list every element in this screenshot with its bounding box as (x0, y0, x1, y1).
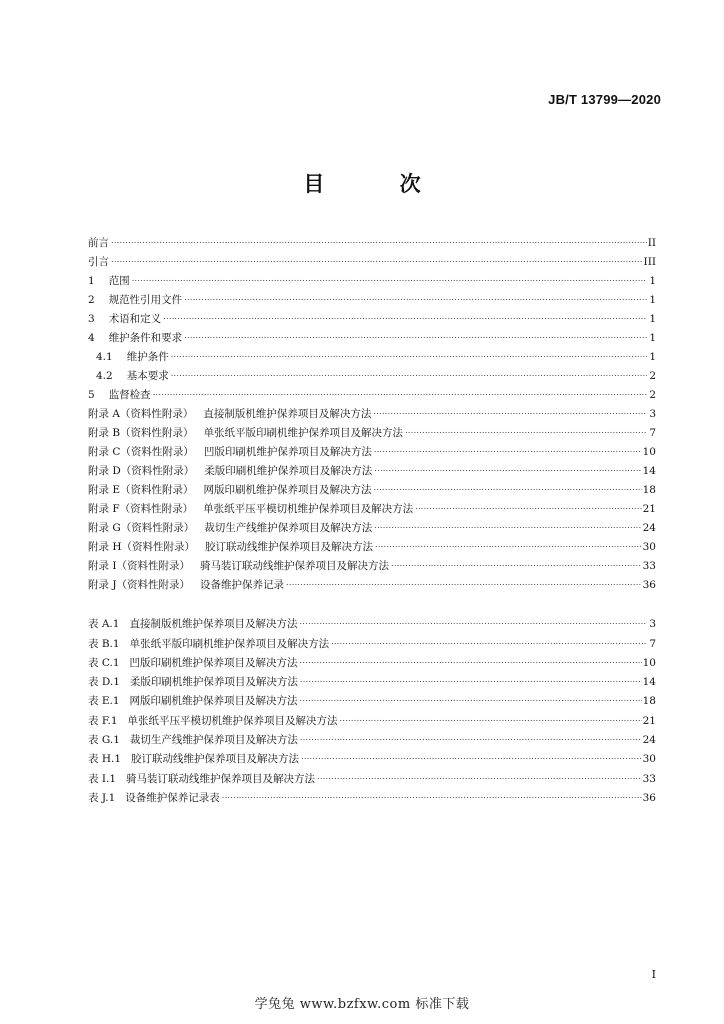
toc-leader-dots (300, 656, 642, 670)
toc-entry[interactable] (88, 307, 656, 326)
toc-entry-label (88, 521, 372, 535)
toc-entry-number: 附录 H（资料性附录） (88, 541, 195, 553)
toc-entry-number: 附录 A（资料性附录） (88, 408, 194, 420)
toc-entry-title: 骑马装订联动线维护保养项目及解决方法 (200, 560, 389, 572)
toc-entry-label (88, 445, 372, 459)
toc-page-number: 14 (642, 676, 656, 689)
toc-tables-list (88, 612, 656, 805)
page-folio: I (651, 968, 656, 981)
toc-page-number: 30 (642, 541, 656, 553)
toc-entry-label (88, 752, 299, 766)
toc-entry-number: 附录 B（资料性附录） (88, 427, 194, 439)
toc-entry[interactable] (88, 516, 656, 535)
toc-page-number: II (647, 237, 656, 249)
toc-page-number: 7 (649, 427, 656, 439)
toc-leader-dots (391, 559, 642, 573)
toc-leader-dots (405, 426, 647, 440)
toc-leader-dots (153, 388, 647, 402)
toc-leader-dots (300, 733, 642, 747)
toc-leader-dots (375, 540, 642, 554)
toc-entry-number: 表 D.1 (88, 676, 120, 689)
toc-entry-number: 表 B.1 (88, 637, 120, 650)
toc-page-number: 3 (649, 408, 656, 420)
toc-leader-dots (299, 617, 647, 631)
toc-entry-number: 表 G.1 (88, 734, 120, 747)
toc-entry-label (88, 578, 284, 592)
toc-entry-title: 柔版印刷机维护保养项目及解决方法 (204, 465, 373, 477)
toc-leader-dots (374, 483, 642, 497)
toc-page-number: 2 (649, 389, 656, 401)
toc-table-entry[interactable] (88, 728, 656, 747)
toc-leader-dots (132, 274, 647, 288)
toc-leader-dots (171, 350, 647, 364)
toc-leader-dots (222, 791, 642, 805)
toc-leader-dots (300, 675, 642, 689)
toc-entry[interactable] (88, 440, 656, 459)
toc-table-entry[interactable] (88, 708, 656, 727)
toc-page-number: 10 (642, 446, 656, 458)
toc-entry-title: 单张纸平版印刷机维护保养项目及解决方法 (129, 637, 330, 650)
toc-entry-number: 附录 D（资料性附录） (88, 465, 195, 477)
toc-entry[interactable] (88, 250, 656, 269)
toc-page-number: 36 (642, 579, 656, 591)
toc-entry-number: 表 J.1 (88, 791, 116, 804)
toc-entry-title: 裁切生产线维护保养项目及解决方法 (129, 734, 298, 747)
toc-entry-title: 单张纸平版印刷机维护保养项目及解决方法 (203, 427, 404, 439)
toc-entry-label (88, 675, 298, 689)
toc-entry[interactable] (88, 459, 656, 478)
toc-entry-label (88, 388, 151, 402)
toc-table-entry[interactable] (88, 786, 656, 805)
toc-page-number: 18 (642, 484, 656, 496)
toc-entry-title: 基本要求 (126, 370, 169, 382)
toc-entry-label (88, 637, 329, 651)
toc-entry-number: 附录 E（资料性附录） (88, 484, 194, 496)
toc-entry-label (88, 312, 161, 326)
toc-page-number: 2 (649, 370, 656, 382)
toc-page-number: III (643, 256, 656, 268)
toc-leader-dots (331, 637, 647, 651)
toc-entry-number: 附录 G（资料性附录） (88, 522, 195, 534)
toc-entry-title: 设备维护保养记录 (200, 579, 285, 591)
toc-entry-title: 凹版印刷机维护保养项目及解决方法 (203, 446, 372, 458)
toc-entry-title: 凹版印刷机维护保养项目及解决方法 (129, 656, 298, 669)
page-title: 目 次 (303, 172, 455, 196)
toc-entry-number: 表 A.1 (88, 618, 120, 631)
toc-entry-label (88, 559, 389, 573)
toc-leader-dots (374, 445, 642, 459)
toc-entry-title: 直接制版机维护保养项目及解决方法 (129, 618, 298, 631)
toc-leader-dots (163, 312, 647, 326)
toc-entry-title: 前言 (88, 237, 109, 249)
toc-entry[interactable] (88, 497, 656, 516)
toc-entry[interactable] (88, 288, 656, 307)
toc-entry-label (88, 331, 182, 345)
toc-entry-number: 附录 C（资料性附录） (88, 446, 194, 458)
toc-page-number: 18 (642, 695, 656, 708)
toc-entry-title: 设备维护保养记录表 (125, 791, 220, 804)
toc-entry-number: 表 C.1 (88, 656, 120, 669)
toc-entry[interactable] (88, 326, 656, 345)
toc-table-entry[interactable] (88, 631, 656, 650)
toc-table-entry[interactable] (88, 689, 656, 708)
toc-leader-dots (184, 331, 647, 345)
toc-entry-label (88, 255, 109, 269)
toc-entry-title: 术语和定义 (108, 313, 162, 325)
toc-page-number: 3 (649, 618, 656, 631)
toc-page-number: 1 (649, 275, 656, 287)
toc-entry-label (88, 236, 109, 250)
toc-entry-number: 1 (88, 275, 95, 287)
toc-table-entry[interactable] (88, 612, 656, 631)
toc-entry-label (88, 426, 403, 440)
toc-leader-dots (301, 752, 642, 766)
toc-entry-label (88, 293, 182, 307)
standard-number: JB/T 13799—2020 (548, 92, 661, 107)
toc-table-entry[interactable] (88, 670, 656, 689)
toc-entry-number: 附录 I（资料性附录） (88, 560, 190, 572)
toc-entry[interactable] (88, 345, 656, 364)
toc-entry-title: 规范性引用文件 (108, 294, 183, 306)
toc-entry-number: 表 E.1 (88, 695, 120, 708)
toc-leader-dots (317, 772, 642, 786)
toc-page-number: 1 (649, 351, 656, 363)
toc-entry[interactable] (88, 402, 656, 421)
toc-leader-dots (111, 236, 647, 250)
toc-page-number: 10 (642, 656, 656, 669)
toc-page-number: 21 (642, 714, 656, 727)
toc-page-number: 14 (642, 465, 656, 477)
toc-entry-title: 单张纸平压平模切机维护保养项目及解决方法 (127, 714, 338, 727)
toc-entry-label (88, 407, 371, 421)
toc-main-list (88, 231, 656, 592)
toc-entry-label (88, 714, 338, 728)
toc-entry-title: 裁切生产线维护保养项目及解决方法 (204, 522, 373, 534)
toc-entry-number: 4.1 (96, 351, 113, 363)
toc-leader-dots (415, 502, 642, 516)
toc-entry[interactable] (88, 478, 656, 497)
toc-entry-title: 胶订联动线维护保养项目及解决方法 (205, 541, 373, 553)
toc-entry[interactable] (88, 364, 656, 383)
watermark-text: 学兔兔 www.bzfxw.com 标准下载 (254, 997, 470, 1012)
toc-entry-label (88, 772, 315, 786)
toc-entry[interactable] (88, 383, 656, 402)
toc-leader-dots (373, 407, 647, 421)
toc-entry-label (88, 617, 297, 631)
toc-page-number: 1 (649, 294, 656, 306)
toc-entry[interactable] (88, 535, 656, 554)
toc-leader-dots (171, 369, 647, 383)
toc-entry-number: 附录 F（资料性附录） (88, 503, 194, 515)
toc-entry-title: 直接制版机维护保养项目及解决方法 (203, 408, 372, 420)
toc-entry-title: 网版印刷机维护保养项目及解决方法 (129, 695, 298, 708)
toc-entry-number: 2 (88, 294, 95, 306)
toc-page-number: 24 (642, 522, 656, 534)
toc-entry-title: 维护条件 (126, 351, 169, 363)
toc-entry-title: 胶订联动线维护保养项目及解决方法 (131, 753, 300, 766)
toc-leader-dots (300, 694, 642, 708)
toc-leader-dots (340, 714, 642, 728)
toc-entry-title: 监督检查 (108, 389, 151, 401)
toc-entry-number: 表 H.1 (88, 753, 122, 766)
toc-entry-title: 引言 (88, 256, 109, 268)
toc-entry[interactable] (88, 554, 656, 573)
toc-table-entry[interactable] (88, 651, 656, 670)
toc-entry-title: 网版印刷机维护保养项目及解决方法 (203, 484, 372, 496)
toc-entry-label (88, 733, 298, 747)
toc-page-number: 1 (649, 332, 656, 344)
toc-entry[interactable] (88, 231, 656, 250)
toc-table-entry[interactable] (88, 747, 656, 766)
toc-entry-label (88, 502, 413, 516)
toc-page-number: 1 (649, 313, 656, 325)
toc-entry-number: 5 (88, 389, 95, 401)
toc-leader-dots (374, 521, 641, 535)
toc-page-number: 7 (649, 637, 656, 650)
toc-leader-dots (374, 464, 641, 478)
toc-leader-dots (184, 293, 647, 307)
toc-entry-title: 柔版印刷机维护保养项目及解决方法 (129, 676, 298, 689)
toc-entry[interactable] (88, 269, 656, 288)
toc-entry-title: 骑马装订联动线维护保养项目及解决方法 (126, 772, 316, 785)
toc-entry-number: 3 (88, 313, 95, 325)
toc-entry-label (88, 483, 372, 497)
toc-entry-title: 维护条件和要求 (108, 332, 183, 344)
toc-entry-label (88, 274, 130, 288)
toc-entry[interactable] (88, 573, 656, 592)
toc-entry[interactable] (88, 421, 656, 440)
toc-page-number: 33 (642, 772, 656, 785)
toc-entry-label (88, 791, 220, 805)
toc-page-number: 33 (642, 560, 656, 572)
toc-table-entry[interactable] (88, 766, 656, 785)
toc-entry-number: 表 F.1 (88, 714, 118, 727)
toc-page-number: 30 (642, 753, 656, 766)
toc-entry-number: 4 (88, 332, 95, 344)
toc-entry-label (88, 694, 298, 708)
toc-entry-label (88, 656, 298, 670)
toc-entry-title: 范围 (108, 275, 130, 287)
toc-entry-label (88, 540, 373, 554)
toc-entry-label (96, 369, 169, 383)
toc-entry-label (96, 350, 169, 364)
toc-page-number: 21 (642, 503, 656, 515)
toc-entry-title: 单张纸平压平模切机维护保养项目及解决方法 (203, 503, 414, 515)
toc-entry-label (88, 464, 372, 478)
toc-entry-number: 表 I.1 (88, 772, 117, 785)
toc-page-number: 36 (642, 791, 656, 804)
toc-page-number: 24 (642, 734, 656, 747)
toc-leader-dots (111, 255, 643, 269)
toc-entry-number: 附录 J（资料性附录） (88, 579, 191, 591)
toc-entry-number: 4.2 (96, 370, 113, 382)
toc-leader-dots (286, 578, 642, 592)
